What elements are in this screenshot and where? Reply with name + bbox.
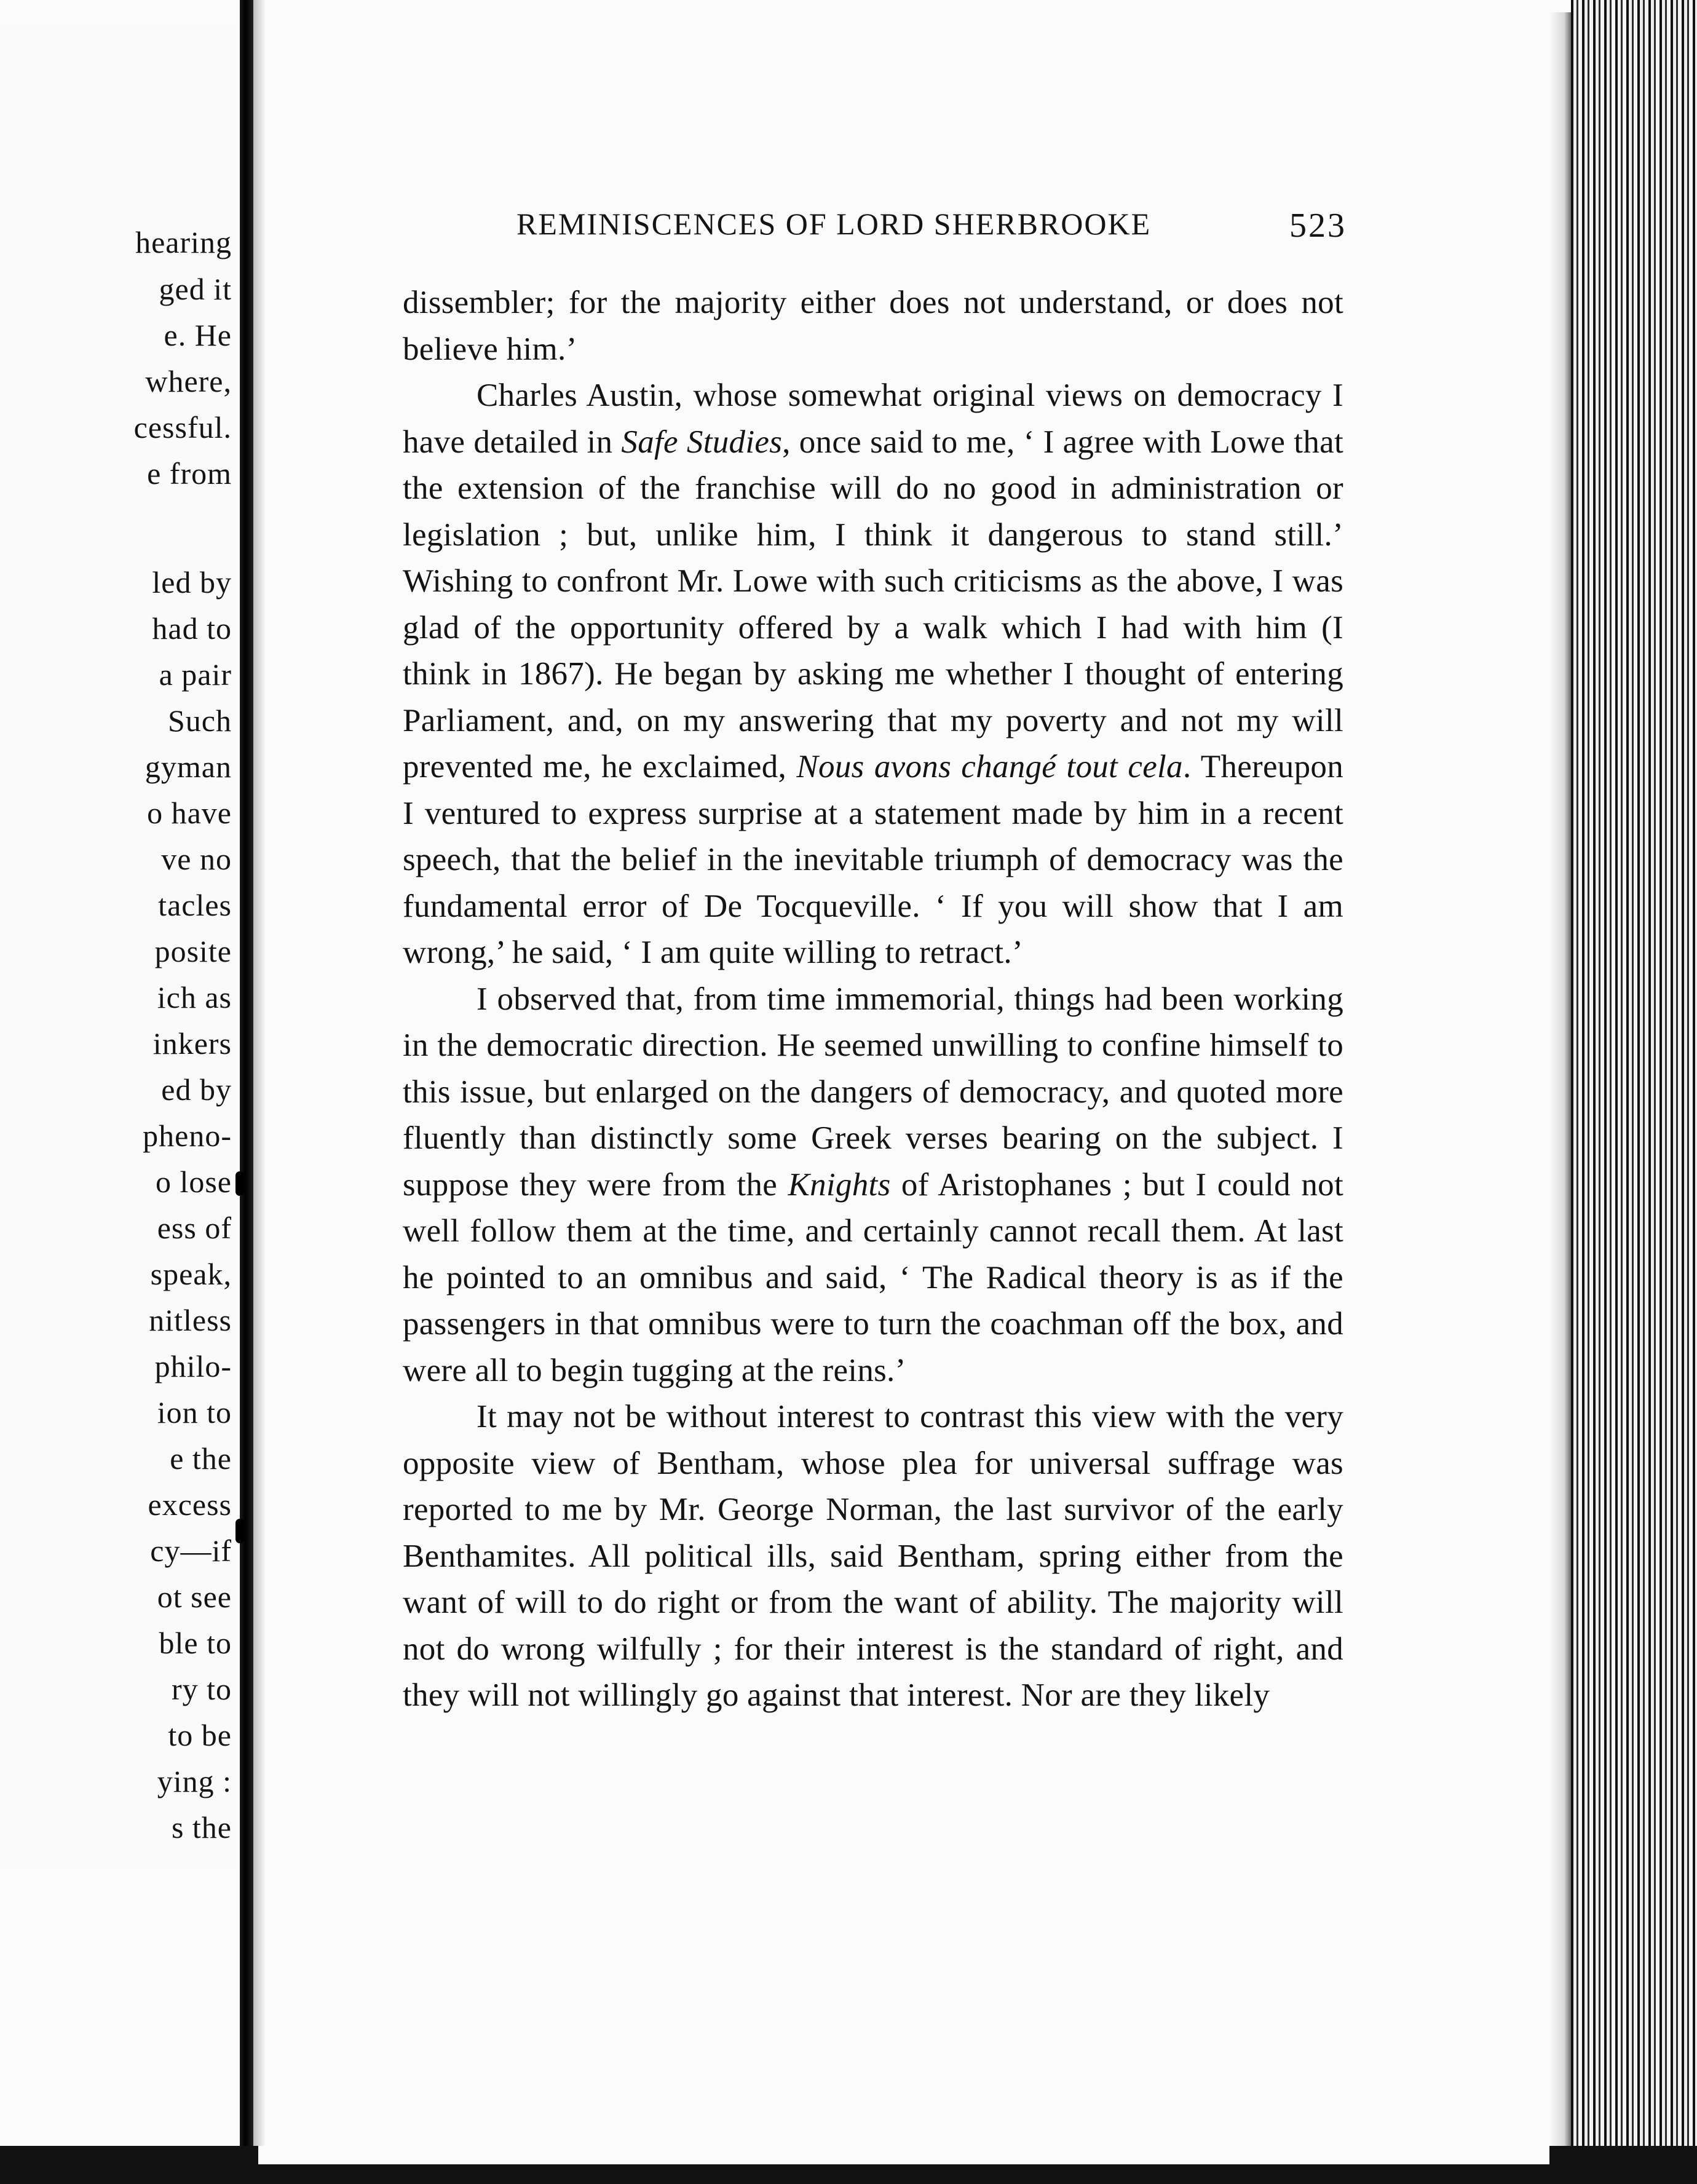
italic-title: Knights	[788, 1166, 891, 1203]
paragraph	[403, 280, 1343, 373]
book-gutter	[240, 0, 253, 2184]
paragraph-text: , once said to me, ‘ I agree with Lowe that the extension of the franchise will do no good in administration or legislation ; but, unlike him, I think it dangerous to stand still.’ Wishing to confront Mr. Lowe with such criticisms as the above, I was glad of the opportunity offered by a walk which I had with him (I think in 1867). He began by asking me whether I thought of entering Parliament, and, on my answering that my poverty and not my will prevented me, he exclaimed,	[403, 424, 1343, 785]
left-page-line: ion to	[157, 1395, 232, 1430]
gutter-shadow	[253, 0, 266, 2184]
left-page-line: Such	[168, 703, 232, 738]
italic-title: Nous avons changé tout cela	[796, 749, 1183, 785]
left-page-line: gyman	[144, 750, 232, 784]
page-bottom-margin	[258, 2146, 1549, 2164]
gutter-mark	[235, 1519, 244, 1543]
left-page-line: ot see	[157, 1580, 232, 1614]
left-page-line: inkers	[152, 1026, 232, 1061]
gutter-mark	[235, 1171, 244, 1196]
body-text	[403, 280, 1343, 1719]
left-page-line: excess	[148, 1487, 232, 1522]
left-page-line: ich as	[157, 980, 232, 1015]
left-page-line: s the	[171, 1810, 232, 1845]
paragraph	[403, 373, 1343, 976]
book-page-edges	[1571, 0, 1697, 2184]
left-page-line: tacles	[158, 888, 232, 922]
left-page-line: led by	[152, 565, 232, 599]
left-page-line: e from	[147, 456, 232, 491]
left-page-line: posite	[154, 934, 232, 968]
left-page-line: speak,	[150, 1257, 232, 1291]
page-curl-shadow	[1549, 12, 1574, 2164]
left-page-line: had to	[152, 611, 232, 646]
left-page-line: pheno-	[143, 1118, 232, 1153]
left-page-line: o have	[147, 796, 232, 830]
left-page-line: hearing	[135, 225, 232, 259]
italic-title: Safe Studies	[621, 424, 783, 460]
left-page-line: ed by	[161, 1072, 232, 1107]
paragraph-text: Charles Austin, whose somewhat original views on democracy I have detailed in	[403, 378, 1343, 460]
left-page-line: ess of	[157, 1211, 232, 1245]
left-page-line: ve no	[161, 842, 232, 876]
left-page-line: e the	[170, 1441, 232, 1476]
paragraph-text: . Thereupon I ventured to express surprise at a statement made by him in a recent speech, that the belief in the inevitable triumph of democracy was the fundamental error of De Tocqueville. ‘ If you will show that I am wrong,’ he said, ‘ I am quite willing to retract.’	[403, 749, 1344, 970]
running-head	[516, 206, 1347, 249]
paragraph-text: I observed that, from time immemorial, things had been working in the democratic direction. He seemed unwilling to confine himself to this issue, but enlarged on the dangers of democracy, and quoted more fluently than distinctly some Greek verses bearing on the subject. I suppose they were from the	[403, 981, 1343, 1203]
paragraph-text: It may not be without interest to contrast this view with the very opposite view of Bentham, whose plea for universal suffrage was reported to me by Mr. George Norman, the last survivor of the early Benthamites. All political ills, said Bentham, spring either from the want of will to do right or from the want of ability. The majority will not do wrong wilfully ; for their interest is the standard of right, and they will not willingly go against that interest. Nor are they likely	[403, 1399, 1343, 1713]
left-page-line: where,	[145, 364, 232, 398]
left-page-line: cy—if	[150, 1533, 232, 1568]
left-page-line: o lose	[155, 1165, 232, 1199]
left-page-line: e. He	[164, 318, 232, 352]
running-head-title: REMINISCENCES OF LORD SHERBROOKE	[516, 207, 1152, 241]
left-page-line: to be	[168, 1718, 232, 1752]
left-facing-page	[0, 25, 237, 1869]
left-page-line: ged it	[159, 272, 232, 306]
left-page-line: a pair	[159, 657, 232, 692]
paragraph-text: dissembler; for the majority either does not understand, or does not believe him.’	[403, 285, 1343, 367]
left-page-line: cessful.	[133, 410, 232, 445]
paragraph	[403, 976, 1343, 1395]
page-number: 523	[1289, 207, 1347, 245]
left-page-line: philo-	[154, 1349, 232, 1383]
left-page-line: ying :	[157, 1764, 232, 1798]
left-page-line: nitless	[149, 1303, 232, 1337]
left-page-line: ry to	[171, 1672, 232, 1706]
left-page-line: ble to	[159, 1626, 232, 1660]
paragraph-text: of Aristophanes ; but I could not well follow them at the time, and certainly cannot recall them. At last he pointed to an omnibus and said, ‘ The Radical theory is as if the passengers in that omnibus were to turn the coachman off the box, and were all to begin tugging at the reins.’	[403, 1166, 1344, 1388]
paragraph	[403, 1394, 1343, 1719]
